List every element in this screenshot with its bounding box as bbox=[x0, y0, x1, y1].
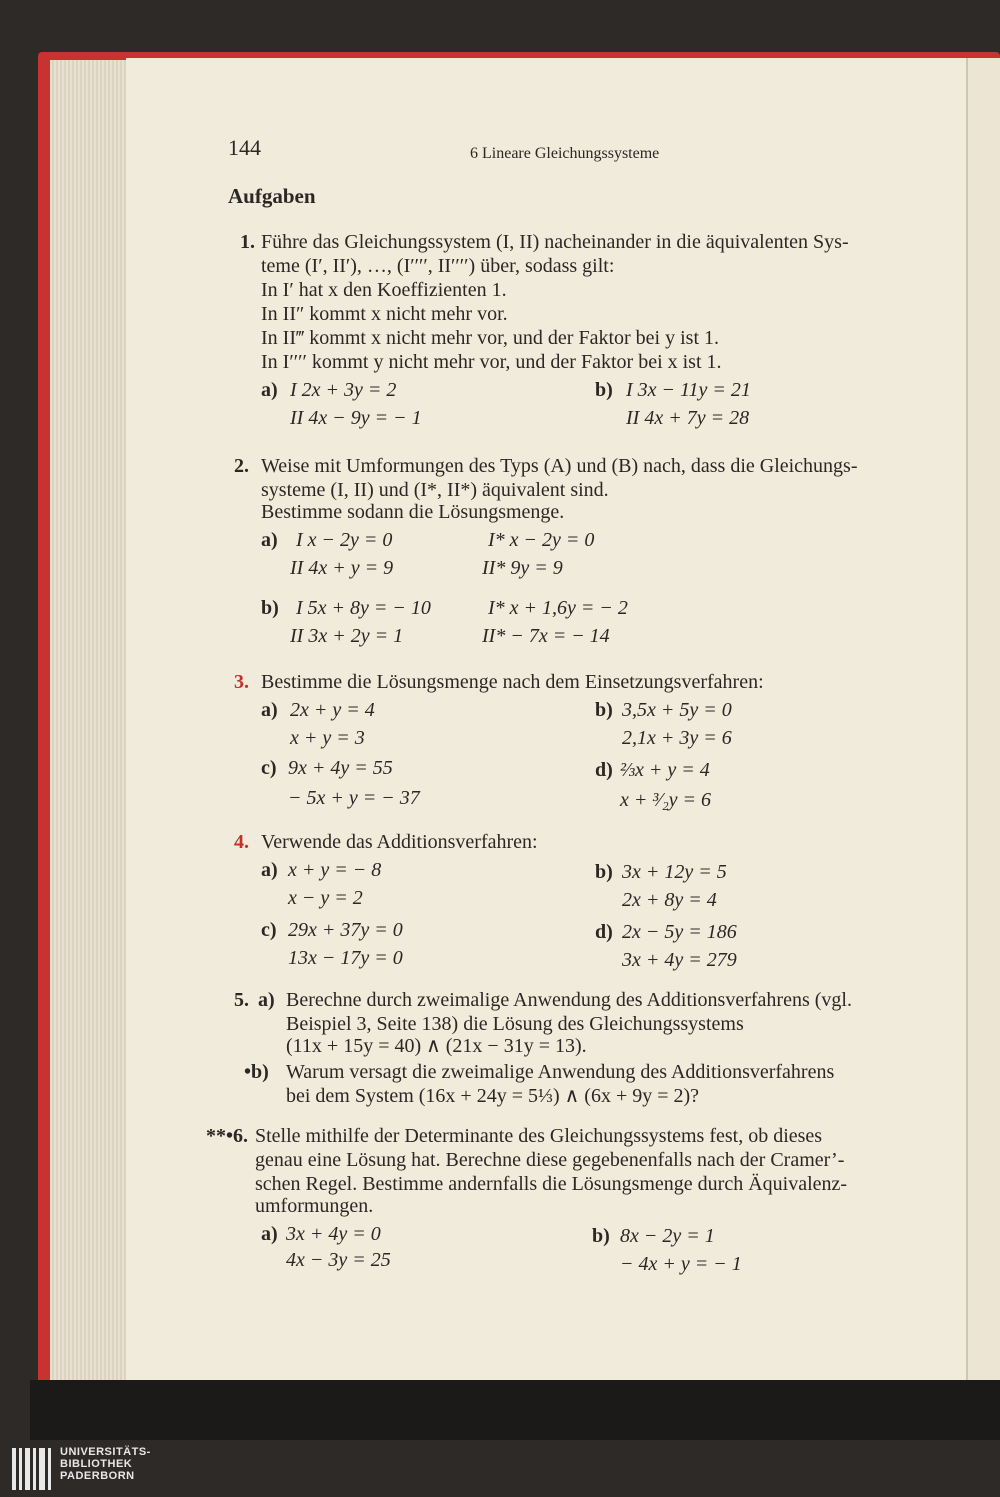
equation: II 4x + y = 9 bbox=[290, 557, 394, 579]
task-text: Bestimme sodann die Lösungsmenge. bbox=[261, 501, 565, 523]
subtask-label: a) bbox=[258, 989, 275, 1011]
subtask-label: a) bbox=[261, 859, 278, 881]
library-logo-text bbox=[60, 1446, 151, 1482]
task-number: 3. bbox=[234, 671, 249, 693]
task-number: 4. bbox=[234, 831, 249, 853]
task-text: Warum versagt die zweimalige Anwendung des Additionsverfahrens bbox=[286, 1061, 835, 1083]
task-number: 1. bbox=[240, 231, 255, 253]
task-number: **•6. bbox=[206, 1125, 249, 1147]
task-text: (11x + 15y = 40) ∧ (21x − 31y = 13). bbox=[286, 1035, 587, 1057]
equation: 13x − 17y = 0 bbox=[288, 947, 403, 969]
task-text: Stelle mithilfe der Determinante des Gleichungssystems fest, ob dieses bbox=[255, 1125, 823, 1147]
task-text: genau eine Lösung hat. Berechne diese gegebenenfalls nach der Cramer’- bbox=[255, 1149, 845, 1171]
subtask-label: b) bbox=[261, 597, 279, 619]
task-text: Berechne durch zweimalige Anwendung des Additionsverfahrens (vgl. bbox=[286, 989, 852, 1011]
equation: II* 9y = 9 bbox=[482, 557, 563, 579]
task-number: 5. bbox=[234, 989, 249, 1011]
equation: 2x + y = 4 bbox=[290, 699, 375, 721]
page-edges bbox=[50, 60, 130, 1380]
equation: I 2x + 3y = 2 bbox=[290, 379, 397, 401]
equation: ⅔x + y = 4 bbox=[620, 759, 710, 781]
task-text: Verwende das Additionsverfahren: bbox=[261, 831, 538, 853]
library-logo-icon bbox=[12, 1444, 54, 1494]
equation: 3x + 4y = 0 bbox=[286, 1223, 381, 1245]
task-text: umformungen. bbox=[255, 1195, 374, 1217]
equation: 8x − 2y = 1 bbox=[620, 1225, 715, 1247]
equation: 3x + 12y = 5 bbox=[622, 861, 727, 883]
section-title: Aufgaben bbox=[228, 184, 316, 208]
equation: II 4x + 7y = 28 bbox=[626, 407, 750, 429]
equation: 29x + 37y = 0 bbox=[288, 919, 403, 941]
equation: 2x − 5y = 186 bbox=[622, 921, 737, 943]
task-text: Beispiel 3, Seite 138) die Lösung des Gleichungssystems bbox=[286, 1013, 744, 1035]
equation: I 5x + 8y = − 10 bbox=[296, 597, 431, 619]
library-logo-line: PADERBORN bbox=[60, 1470, 135, 1482]
task-text: In II″ kommt x nicht mehr vor. bbox=[261, 303, 508, 325]
library-logo-line: BIBLIOTHEK bbox=[60, 1458, 133, 1470]
task-text: bei dem System (16x + 24y = 5⅓) ∧ (6x + 9y = 2)? bbox=[286, 1085, 700, 1107]
equation: 3,5x + 5y = 0 bbox=[622, 699, 732, 721]
equation: I* x + 1,6y = − 2 bbox=[488, 597, 628, 619]
equation: − 4x + y = − 1 bbox=[620, 1253, 742, 1275]
task-text: In II‴ kommt x nicht mehr vor, und der Faktor bei y ist 1. bbox=[261, 327, 720, 349]
subtask-label: c) bbox=[261, 757, 277, 779]
task-number: 2. bbox=[234, 455, 249, 477]
task-text: Bestimme die Lösungsmenge nach dem Einsetzungsverfahren: bbox=[261, 671, 764, 693]
equation: 9x + 4y = 55 bbox=[288, 757, 393, 779]
library-logo-line: UNIVERSITÄTS- bbox=[60, 1446, 151, 1458]
equation: 4x − 3y = 25 bbox=[286, 1249, 391, 1271]
equation: 2x + 8y = 4 bbox=[622, 889, 717, 911]
subtask-label: •b) bbox=[244, 1061, 269, 1083]
equation: x + y = − 8 bbox=[288, 859, 382, 881]
subtask-label: a) bbox=[261, 699, 278, 721]
subtask-label: c) bbox=[261, 919, 277, 941]
equation: x − y = 2 bbox=[288, 887, 363, 909]
equation: II 3x + 2y = 1 bbox=[290, 625, 404, 647]
equation: II 4x − 9y = − 1 bbox=[290, 407, 422, 429]
task-text: Führe das Gleichungssystem (I, II) nacheinander in die äquivalenten Sys- bbox=[261, 231, 849, 253]
equation: x + y = 3 bbox=[290, 727, 365, 749]
background-shadow bbox=[30, 1380, 1000, 1440]
page-number: 144 bbox=[228, 135, 261, 160]
equation: 3x + 4y = 279 bbox=[622, 949, 737, 971]
equation: II* − 7x = − 14 bbox=[482, 625, 610, 647]
equation: I* x − 2y = 0 bbox=[488, 529, 595, 551]
task-text: teme (I′, II′), …, (I′′′′, II′′′′) über, sodass gilt: bbox=[261, 255, 615, 277]
subtask-label: b) bbox=[595, 861, 613, 883]
subtask-label: b) bbox=[595, 379, 613, 401]
task-text: In I′ hat x den Koeffizienten 1. bbox=[261, 279, 507, 301]
subtask-label: a) bbox=[261, 379, 278, 401]
subtask-label: b) bbox=[592, 1225, 610, 1247]
equation: 2,1x + 3y = 6 bbox=[622, 727, 732, 749]
facing-page-edge bbox=[966, 58, 1000, 1380]
subtask-label: d) bbox=[595, 921, 613, 943]
subtask-label: d) bbox=[595, 759, 613, 781]
equation: − 5x + y = − 37 bbox=[288, 787, 420, 809]
task-text: Weise mit Umformungen des Typs (A) und (B) nach, dass die Gleichungs- bbox=[261, 455, 858, 477]
subtask-label: a) bbox=[261, 1223, 278, 1245]
equation: I x − 2y = 0 bbox=[296, 529, 393, 551]
subtask-label: a) bbox=[261, 529, 278, 551]
task-text: In I′′′′ kommt y nicht mehr vor, und der Faktor bei x ist 1. bbox=[261, 351, 722, 373]
subtask-label: b) bbox=[595, 699, 613, 721]
task-text: schen Regel. Bestimme andernfalls die Lösungsmenge durch Äquivalenz- bbox=[255, 1173, 848, 1195]
equation: I 3x − 11y = 21 bbox=[626, 379, 751, 401]
chapter-title: 6 Lineare Gleichungssysteme bbox=[470, 145, 660, 162]
equation: x + ³⁄₂y = 6 bbox=[620, 789, 712, 811]
task-text: systeme (I, II) und (I*, II*) äquivalent sind. bbox=[261, 479, 609, 501]
